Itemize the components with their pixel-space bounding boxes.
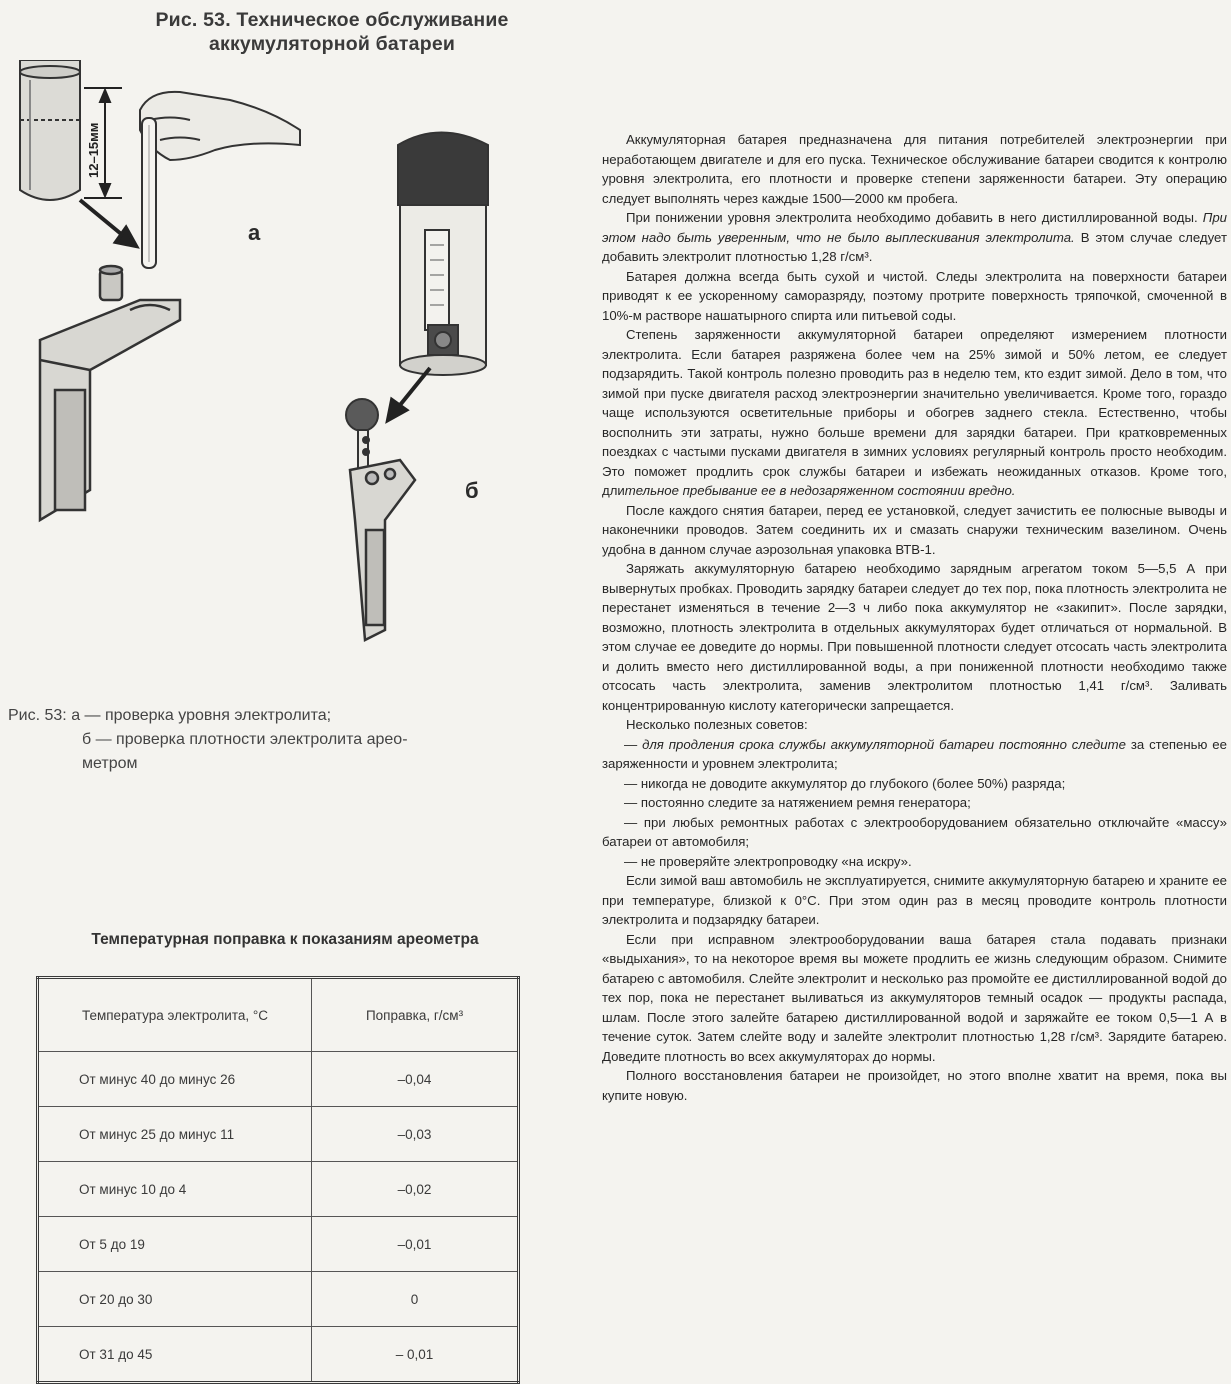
correction-cell: – 0,01 xyxy=(312,1327,519,1383)
temperature-correction-table xyxy=(36,976,520,1384)
table-row xyxy=(38,1107,519,1162)
table-header-row xyxy=(38,978,519,1052)
paragraph: Аккумуляторная батарея предназначена для питания потребителей электроэнергии при неработающем двигателе и для его пуска. Техническое обслуживание батареи сводится к контролю уровня электролита, его плотности и проверке степени заряженности батареи. Эту операцию следует выполнять через каждые 1500—2000 км пробега. xyxy=(602,132,1227,206)
figure-title xyxy=(112,8,552,56)
correction-cell: –0,02 xyxy=(312,1162,519,1217)
figure-caption xyxy=(8,704,498,776)
table-row xyxy=(38,1327,519,1383)
battery-left-illustration xyxy=(40,266,180,520)
glass-tube-illustration xyxy=(20,60,80,200)
figure-label-a: а xyxy=(248,220,261,245)
range-cell: От 31 до 45 xyxy=(38,1327,312,1383)
table-row xyxy=(38,1272,519,1327)
correction-cell: –0,03 xyxy=(312,1107,519,1162)
tip-item: — никогда не доводите аккумулятор до глубокого (более 50%) разряда; xyxy=(624,775,1066,791)
range-cell: От минус 10 до 4 xyxy=(38,1162,312,1217)
tip-item: — при любых ремонтных работах с электрооборудованием обязательно отключайте «массу» батареи от автомобиля; xyxy=(602,814,1227,849)
tip-part: за степенью ее заряженности и уровнем электролита; xyxy=(602,736,1227,771)
table-row xyxy=(38,1052,519,1107)
header-correction: Поправка, г/см³ xyxy=(312,978,519,1052)
header-temperature: Температура электролита, °С xyxy=(38,978,312,1052)
paragraph: Если при исправном электрооборудовании ваша батарея стала подавать признаки «выдыхания», то на некоторое время вы можете продлить ее жизнь следующим образом. Снимите батарею с автомобиля. Слейте электролит и несколько раз промойте ее дистиллированной водой до тех пор, пока не перестанет выливаться из аккумуляторов темный осадок — продукты распада, шлам. После этого залейте батарею дистиллированной водой и заряжайте ее током 0,5—1 А в течение суток. Затем слейте воду и залейте электролит плотностью 1,28 г/см³. Зарядите батарею. Доведите плотность во всех аккумуляторах до нормы. xyxy=(602,931,1227,1064)
arrow-icon xyxy=(388,368,430,420)
range-cell: От минус 40 до минус 26 xyxy=(38,1052,312,1107)
arrow-icon xyxy=(80,200,136,246)
paragraph: Несколько полезных советов: xyxy=(626,717,808,732)
caption-line-3: метром xyxy=(82,755,138,772)
paragraph-part: При понижении уровня электролита необходимо добавить в него дистиллированной воды. xyxy=(626,210,1203,225)
correction-cell: –0,01 xyxy=(312,1217,519,1272)
paragraph-emphasis: При этом надо быть уверенным, что не было выплескивания электролита. xyxy=(602,210,1227,245)
range-cell: От минус 25 до минус 11 xyxy=(38,1107,312,1162)
paragraph: После каждого снятия батареи, перед ее установкой, следует зачистить ее полюсные выводы и наконечники проводов. Затем соединить их и смазать снаружи техническим вазелином. Очень удобна в данном случае аэрозольная упаковка ВТВ-1. xyxy=(602,502,1227,557)
figure-label-b: б xyxy=(465,478,479,503)
article-text xyxy=(602,130,1227,1160)
hand-illustration xyxy=(140,92,300,268)
table-title: Температурная поправка к показаниям ареометра xyxy=(91,931,479,948)
battery-maintenance-illustration xyxy=(0,60,520,650)
dimension-label: 12–15мм xyxy=(86,122,101,178)
paragraph: Батарея должна всегда быть сухой и чистой. Следы электролита на поверхности батареи приводят к ее ускоренному саморазряду, поэтому протрите поверхность тряпочкой, смоченной в 10%-м растворе нашатырного спирта или питьевой соды. xyxy=(602,268,1227,323)
table-row xyxy=(38,1217,519,1272)
paragraph-part: Степень заряженности аккумуляторной батареи определяют измерением плотности электролита. Если батарея разряжена более чем на 25% зимой и 50% летом, ее следует подзарядить. Такой контроль полезно проводить раз в неделю тем, кто ездит зимой. Дело в том, что зимой при пуске двигателя расход электроэнергии значительно увеличивается. Кроме того, гораздо чаще используются осветительные приборы и обогрев заднего стекла. Естественно, чтобы восполнить эти затраты, нужно больше времени для зарядки батареи. При кратковременных поездках с частыми пусками двигателя в зимних условиях регулярный контроль просто необходим. Это поможет продлить срок службы батареи и избежать неожиданных отказов. Кроме того, дли xyxy=(602,327,1227,498)
paragraph-emphasis: тельное пребывание ее в недозаряженном состоянии вредно. xyxy=(624,483,1016,498)
battery-right-illustration xyxy=(350,460,415,640)
range-cell: От 20 до 30 xyxy=(38,1272,312,1327)
paragraph: Заряжать аккумуляторную батарею необходимо зарядным агрегатом током 5—5,5 А при вывернутых пробках. Проводить зарядку батареи следует до тех пор, пока плотность электролита не перестанет изменяться в течение 2—3 ч либо пока аккумулятор не «закипит». После зарядки, возможно, плотность электролита в отдельных аккумуляторах будет отличаться от нормальной. В этом случае ее доведите до нормы. При повышенной плотности следует отсосать часть электролита и долить вместо него дистиллированной воды, а при пониженной плотности необходимо также отсосать часть электролита, заменив электролитом плотностью 1,41 г/см³. Заливать концентрированную кислоту категорически запрещается. xyxy=(602,561,1227,713)
tip-item xyxy=(602,735,1227,774)
correction-cell: –0,04 xyxy=(312,1052,519,1107)
caption-line-2: б — проверка плотности электролита арео- xyxy=(82,731,408,748)
figure-title-line1: Рис. 53. Техническое обслуживание xyxy=(155,9,509,31)
paragraph xyxy=(602,208,1227,267)
paragraph-part: В этом случае следует добавить электролит плотностью 1,28 г/см³. xyxy=(602,229,1227,264)
paragraph xyxy=(602,325,1227,501)
tip-item: — не проверяйте электропроводку «на искру». xyxy=(624,853,912,869)
tip-dash: — xyxy=(624,736,643,752)
paragraph: Полного восстановления батареи не произойдет, но этого вполне хватит на время, пока вы купите новую. xyxy=(602,1068,1227,1103)
figure-title-line2: аккумуляторной батареи xyxy=(208,33,456,55)
tip-emphasis: для продления срока службы аккумуляторной батареи постоянно следите xyxy=(642,736,1126,752)
caption-line-1: Рис. 53: а — проверка уровня электролита; xyxy=(8,707,332,724)
paragraph: Если зимой ваш автомобиль не эксплуатируется, снимите аккумуляторную батарею и храните ее при температуре, близкой к 0°С. При этом один раз в месяц проводите контроль плотности электролита и подзарядку батареи. xyxy=(602,873,1227,927)
table-row xyxy=(38,1162,519,1217)
correction-cell: 0 xyxy=(312,1272,519,1327)
hydrometer-illustration xyxy=(398,133,488,376)
tip-item: — постоянно следите за натяжением ремня генератора; xyxy=(624,795,971,810)
range-cell: От 5 до 19 xyxy=(38,1217,312,1272)
